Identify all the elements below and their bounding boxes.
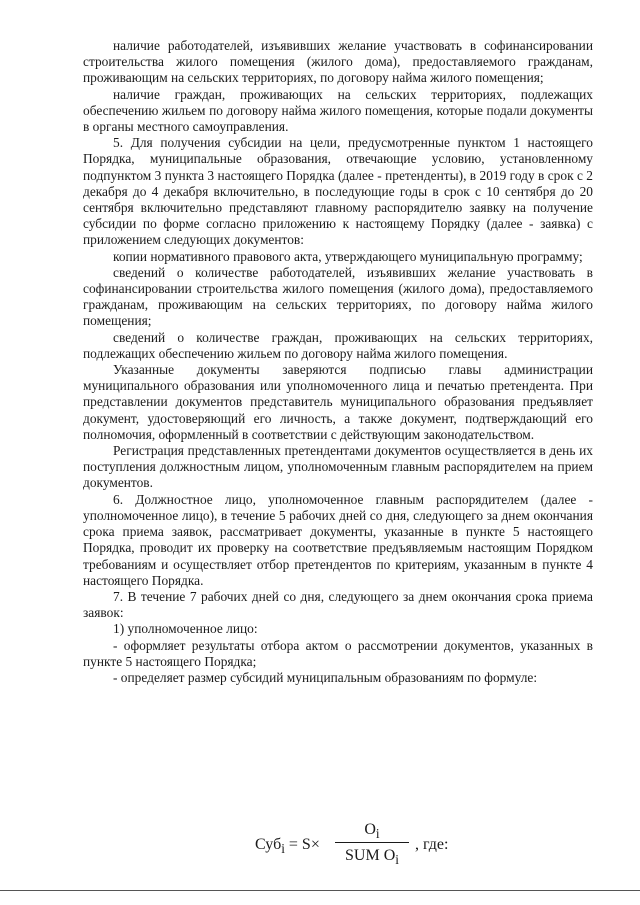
paragraph: наличие граждан, проживающих на сельских территориях, подлежащих обеспечению жильем по договору найма жилого помещения, которые подали документы в органы местного самоуправления. <box>83 86 593 135</box>
formula-lhs <box>255 836 320 857</box>
page-bottom-rule <box>0 890 640 891</box>
formula-fraction <box>335 820 409 866</box>
document-body <box>83 38 593 686</box>
paragraph: 1) уполномоченное лицо: <box>113 621 258 637</box>
denominator-text: SUM O <box>345 847 396 864</box>
fraction-bar <box>335 842 409 843</box>
paragraph: копии нормативного правового акта, утверждающего муниципальную программу; <box>113 248 583 264</box>
numerator-text: O <box>364 821 376 838</box>
formula-lhs-subscript: i <box>281 841 285 857</box>
paragraph: - определяет размер субсидий муниципальным образованиям по формуле: <box>113 669 538 685</box>
numerator-subscript: i <box>375 826 380 842</box>
paragraph: сведений о количестве работодателей, изъявивших желание участвовать в софинансировании строительства жилого помещения (жилого дома), предоставляемого гражданам, проживающим на сельских территориях, по договору найма жилого помещения; <box>83 264 593 329</box>
formula-equals-s: = S× <box>284 836 320 853</box>
formula-denominator <box>335 846 409 866</box>
formula-numerator <box>335 820 409 840</box>
denominator-subscript: i <box>395 852 399 868</box>
paragraph: Регистрация представленных претендентами документов осуществляется в день их поступления должностным лицом, уполномоченным главным распорядителем на прием документов. <box>83 443 593 491</box>
paragraph: наличие работодателей, изъявивших желание участвовать в софинансировании строительства жилого помещения (жилого дома), предоставляемого гражданам, проживающим на сельских территориях, по договору найма жилого помещения; <box>83 38 593 86</box>
formula-tail: , где: <box>415 836 449 853</box>
paragraph: - оформляет результаты отбора актом о рассмотрении документов, указанных в пункте 5 настоящего Порядка; <box>83 637 593 669</box>
subsidy-formula <box>255 820 515 872</box>
paragraph: 6. Должностное лицо, уполномоченное главным распорядителем (далее - уполномоченное лицо), в течение 5 рабочих дней со дня, следующего за днем окончания срока приема заявок, рассматривает документы, указанные в пункте 5 настоящего Порядка, проводит их проверку на соответствие предъявляемым настоящим Порядком требованиям и осуществляет отбор претендентов по критериям, указанным в пункте 4 настоящего Порядка. <box>83 491 593 588</box>
paragraph: 5. Для получения субсидии на цели, предусмотренные пунктом 1 настоящего Порядка, муниципальные образования, отвечающие условию, установленному подпунктом 3 пункта 3 настоящего Порядка (далее - претенденты), в 2019 году в срок с 2 декабря до 4 декабря включительно, в последующие годы в срок с 10 сентября до 20 сентября включительно представляют главному распорядителю заявку на получение субсидии по форме согласно приложению к настоящему Порядку (далее - заявка) с приложением следующих документов: <box>83 135 593 248</box>
formula-lhs-text: Суб <box>255 836 282 853</box>
paragraph: 7. В течение 7 рабочих дней со дня, следующего за днем окончания срока приема заявок: <box>83 588 593 621</box>
paragraph: Указанные документы заверяются подписью главы администрации муниципального образования или уполномоченного лица и печатью претендента. При представлении документов представитель муниципального образования предъявляет документ, удостоверяющий его личность, а также документ, подтверждающий его полномочия, оформленный в соответствии с действующим законодательством. <box>83 362 593 442</box>
paragraph: сведений о количестве граждан, проживающих на сельских территориях, подлежащих обеспечению жильем по договору найма жилого помещения. <box>83 329 593 361</box>
